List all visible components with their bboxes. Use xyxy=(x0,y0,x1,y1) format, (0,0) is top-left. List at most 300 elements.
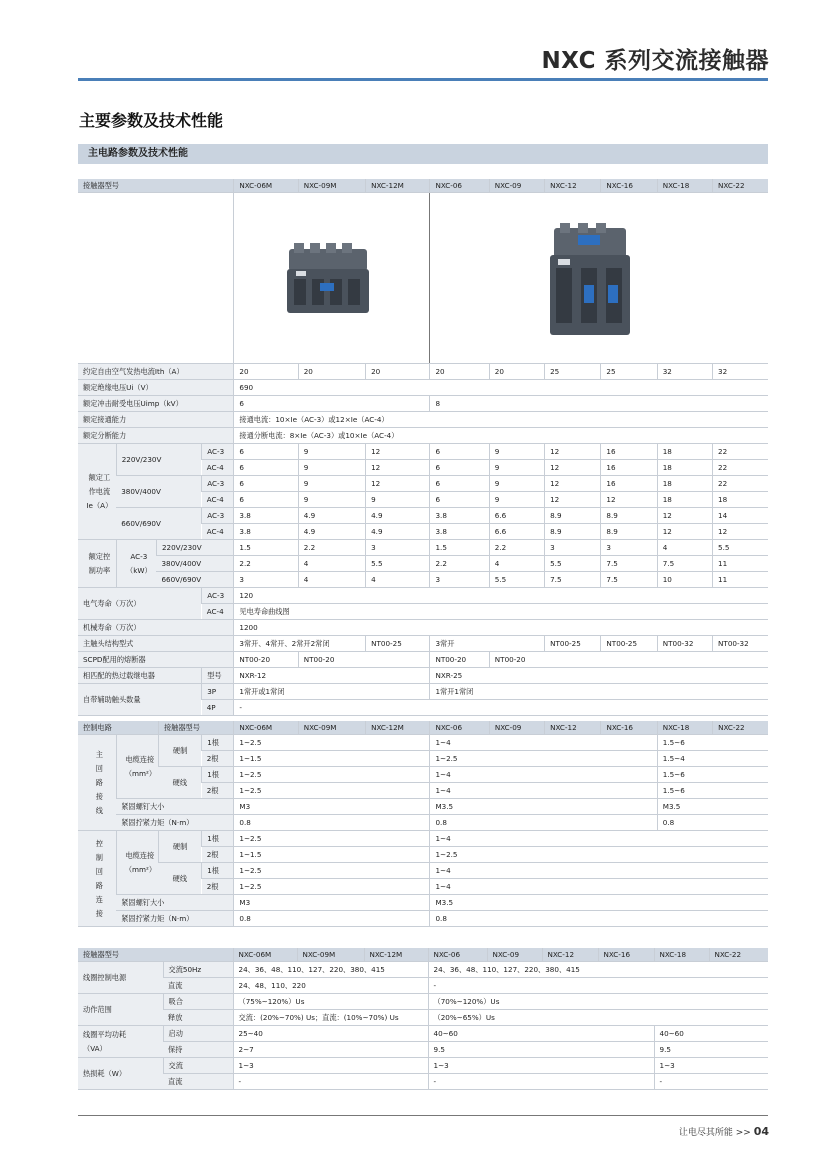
cell: 1~2.5 xyxy=(234,767,430,783)
wire-count: 2根 xyxy=(202,783,234,799)
cell: 18 xyxy=(657,492,712,508)
cell: NT00-32 xyxy=(657,636,712,652)
cell: 9.5 xyxy=(654,1042,768,1058)
cell: NT00-20 xyxy=(430,652,489,668)
cell: 1~2.5 xyxy=(234,735,430,751)
contactor-image xyxy=(548,223,633,338)
sub-label: 吸合 xyxy=(163,994,233,1010)
cell: 见电寿命曲线图 xyxy=(234,604,768,620)
ie-row xyxy=(78,444,768,460)
cat-label: AC-4 xyxy=(202,524,234,540)
t2-head: NXC-12 xyxy=(545,721,601,735)
t2-head: NXC-12M xyxy=(366,721,430,735)
cell: 4 xyxy=(298,572,365,588)
cell: 18 xyxy=(657,476,712,492)
cell: 6 xyxy=(234,444,298,460)
t3-row xyxy=(78,994,768,1010)
cell: 12 xyxy=(366,444,430,460)
t3-head: NXC-12M xyxy=(364,948,428,962)
ith-label: 约定自由空气发热电流Ith（A） xyxy=(78,364,234,380)
cell: 6 xyxy=(234,492,298,508)
t1-ith-row xyxy=(78,364,768,380)
cell: 6 xyxy=(234,476,298,492)
cell: 1~1.5 xyxy=(234,751,430,767)
cell: 12 xyxy=(657,524,712,540)
cell: 16 xyxy=(601,444,657,460)
t3-head: NXC-18 xyxy=(654,948,709,962)
cell: 5.5 xyxy=(713,540,768,556)
cell: 4.9 xyxy=(366,508,430,524)
uimp-label: 额定冲击耐受电压Uimp（kV） xyxy=(78,396,234,412)
cat-label: AC-4 xyxy=(202,604,234,620)
cell: 2.2 xyxy=(234,556,298,572)
aux-4p: 4P xyxy=(202,700,234,716)
cell: 9 xyxy=(489,492,544,508)
t3-row xyxy=(78,1074,768,1090)
photo-contactor-cell xyxy=(430,193,768,364)
cell: M3.5 xyxy=(430,895,768,911)
cell: 1.5~6 xyxy=(657,783,768,799)
voltage-label: 380V/400V xyxy=(156,556,233,572)
cell: 22 xyxy=(713,460,768,476)
cell: （20%~65%）Us xyxy=(428,1010,768,1026)
cat-label: AC-4 xyxy=(202,460,234,476)
cell: 12 xyxy=(657,508,712,524)
cell: 5.5 xyxy=(545,556,601,572)
t1-head-model: 接触器型号 xyxy=(78,179,234,193)
ctrl-group-text: 控制回路连接 xyxy=(95,838,103,918)
cell: 6.6 xyxy=(489,524,544,540)
cell: 7.5 xyxy=(657,556,712,572)
t1-head: NXC-18 xyxy=(657,179,712,193)
cell: 3.8 xyxy=(234,508,298,524)
sub-label: 直流 xyxy=(163,1074,233,1090)
cell: 1.5~4 xyxy=(657,751,768,767)
cell: 9 xyxy=(489,460,544,476)
cell: 1.5 xyxy=(234,540,298,556)
power-row xyxy=(78,540,768,556)
cell: 25 xyxy=(601,364,657,380)
t1-header-row xyxy=(78,179,768,193)
t3-head: NXC-09 xyxy=(487,948,542,962)
cell: 1~3 xyxy=(428,1058,654,1074)
power-group-label xyxy=(78,540,116,588)
cell: 3.8 xyxy=(430,524,489,540)
cell: 12 xyxy=(601,492,657,508)
cable-text: 电缆连接（mm²） xyxy=(124,850,157,874)
cell: NT00-32 xyxy=(713,636,768,652)
cat-label: AC-4 xyxy=(202,492,234,508)
wire-count: 1根 xyxy=(202,767,234,783)
page-number: 04 xyxy=(753,1125,769,1138)
power-label xyxy=(78,1026,163,1058)
cell: 6 xyxy=(234,460,298,476)
cell: 24、36、48、110、127、220、380、415 xyxy=(428,962,768,978)
wire-type: 硬线 xyxy=(158,767,201,799)
t2-row xyxy=(78,815,768,831)
cell: M3.5 xyxy=(430,799,657,815)
cell: 1~2.5 xyxy=(430,751,657,767)
cell: 18 xyxy=(657,444,712,460)
section-subtitle-bar xyxy=(78,144,768,164)
wire-type: 硬制 xyxy=(158,735,201,767)
t2-head: NXC-06M xyxy=(234,721,298,735)
t1-photo-row xyxy=(78,193,768,364)
screw-label: 紧固螺钉大小 xyxy=(116,799,234,815)
header-rule xyxy=(78,78,768,81)
cat-label: AC-3 xyxy=(202,476,234,492)
cell: - xyxy=(233,1074,428,1090)
mlife-row xyxy=(78,620,768,636)
ie-group-text: 额定工作电流Ie（A） xyxy=(86,472,113,510)
cell: 8 xyxy=(430,396,768,412)
power-cat-label xyxy=(116,540,156,588)
t1-ui-row xyxy=(78,380,768,396)
scpd-row xyxy=(78,652,768,668)
t2-head: NXC-18 xyxy=(657,721,712,735)
power-row xyxy=(78,556,768,572)
cat-label: AC-3 xyxy=(202,588,234,604)
t2-head-ctrl: 控制电路 xyxy=(78,721,158,735)
t2-head: NXC-09 xyxy=(489,721,544,735)
cell: 1~4 xyxy=(430,863,768,879)
cell: 9 xyxy=(366,492,430,508)
t2-head-model: 接触器型号 xyxy=(158,721,233,735)
torque-label: 紧固拧紧力矩（N·m） xyxy=(116,911,234,927)
cell: 40~60 xyxy=(428,1026,654,1042)
power-group-text: 额定控制功率 xyxy=(88,551,111,575)
sub-label: 交流50Hz xyxy=(163,962,233,978)
footer xyxy=(679,1125,769,1138)
cat-label: AC-3 xyxy=(202,444,234,460)
cell: 1~4 xyxy=(430,879,768,895)
cell: 9.5 xyxy=(428,1042,654,1058)
sub-label: 启动 xyxy=(163,1026,233,1042)
cell: 6 xyxy=(430,460,489,476)
cell: 0.8 xyxy=(430,911,768,927)
cell: 1~1.5 xyxy=(234,847,430,863)
cell: 9 xyxy=(489,476,544,492)
cell: 4.9 xyxy=(366,524,430,540)
cell: 1~2.5 xyxy=(234,863,430,879)
cell: NT00-20 xyxy=(234,652,298,668)
cell: 12 xyxy=(545,492,601,508)
scpd-label: SCPD配用的熔断器 xyxy=(78,652,234,668)
cell: 3.8 xyxy=(234,524,298,540)
cell: 9 xyxy=(298,492,365,508)
control-circuit-table xyxy=(78,721,768,927)
cell: 3 xyxy=(545,540,601,556)
t1-head: NXC-06 xyxy=(430,179,489,193)
cell: 1~2.5 xyxy=(234,831,430,847)
cell: NT00-25 xyxy=(601,636,657,652)
elife-row xyxy=(78,588,768,604)
cell: NT00-20 xyxy=(489,652,768,668)
cell: 32 xyxy=(657,364,712,380)
cat-label: AC-3 xyxy=(202,508,234,524)
mini-contactor-image xyxy=(284,243,374,318)
photo-label-cell xyxy=(78,193,234,364)
cell: 1~4 xyxy=(430,831,768,847)
wire-count: 1根 xyxy=(202,831,234,847)
cell: （75%~120%）Us xyxy=(233,994,428,1010)
cell: 3 xyxy=(601,540,657,556)
t1-head: NXC-06M xyxy=(234,179,298,193)
cell: 4 xyxy=(657,540,712,556)
cell: 12 xyxy=(545,476,601,492)
relay-sub: 型号 xyxy=(202,668,234,684)
t3-head: NXC-09M xyxy=(297,948,364,962)
footer-rule xyxy=(78,1115,768,1116)
t2-row xyxy=(78,831,768,847)
cell: 40~60 xyxy=(654,1026,768,1042)
cs-label: 主触头结构型式 xyxy=(78,636,234,652)
cell: 12 xyxy=(545,444,601,460)
cell: 7.5 xyxy=(545,572,601,588)
cell: 8.9 xyxy=(601,524,657,540)
coil-label: 线圈控制电源 xyxy=(78,962,163,994)
cell: 4.9 xyxy=(298,524,365,540)
cell: NXR-25 xyxy=(430,668,768,684)
ctrl-group-label xyxy=(78,831,116,927)
cell: 3常开、4常开、2常开2常闭 xyxy=(234,636,366,652)
t3-header-row xyxy=(78,948,768,962)
cell: 7.5 xyxy=(601,556,657,572)
heat-label: 热损耗（W） xyxy=(78,1058,163,1090)
cell: NT00-20 xyxy=(298,652,430,668)
cell: 6 xyxy=(430,444,489,460)
cell: 3常开 xyxy=(430,636,545,652)
cell: 18 xyxy=(713,492,768,508)
cell: NT00-25 xyxy=(545,636,601,652)
voltage-label: 660V/690V xyxy=(116,508,201,540)
main-group-label xyxy=(78,735,116,831)
cell: 0.8 xyxy=(657,815,768,831)
ie-row xyxy=(78,508,768,524)
cell: 交流：(20%~70%) Us；直流：(10%~70%) Us xyxy=(233,1010,428,1026)
main-group-text: 主回路接线 xyxy=(95,749,103,815)
cable-text: 电缆连接（mm²） xyxy=(124,754,157,778)
t2-row xyxy=(78,863,768,879)
t3-row xyxy=(78,1042,768,1058)
t3-head: NXC-06 xyxy=(428,948,487,962)
cell: 1200 xyxy=(234,620,768,636)
cell: 22 xyxy=(713,476,768,492)
t1-head: NXC-16 xyxy=(601,179,657,193)
cell: 3 xyxy=(234,572,298,588)
cell: 1.5~6 xyxy=(657,767,768,783)
t1-head: NXC-09M xyxy=(298,179,365,193)
t3-row xyxy=(78,978,768,994)
cell: 4.9 xyxy=(298,508,365,524)
cell: 1~3 xyxy=(233,1058,428,1074)
cell: 11 xyxy=(713,572,768,588)
cell: 9 xyxy=(298,444,365,460)
cell: 18 xyxy=(657,460,712,476)
aux-row xyxy=(78,684,768,700)
cell: 0.8 xyxy=(234,911,430,927)
ie-group-label xyxy=(78,444,116,540)
cell: 24、48、110、220 xyxy=(233,978,428,994)
cell: 3 xyxy=(366,540,430,556)
cell: 9 xyxy=(298,460,365,476)
make-label: 额定接通能力 xyxy=(78,412,234,428)
cell: - xyxy=(428,978,768,994)
elife-label: 电气寿命（万次） xyxy=(78,588,202,620)
break-label: 额定分断能力 xyxy=(78,428,234,444)
section-subtitle: 主电路参数及技术性能 xyxy=(88,148,188,159)
footer-slogan: 让电尽其所能 >> xyxy=(678,1128,754,1138)
cell: NT00-25 xyxy=(366,636,430,652)
photo-mini-contactor-cell xyxy=(234,193,430,364)
cell: M3 xyxy=(234,799,430,815)
cell: 14 xyxy=(713,508,768,524)
cell: 7.5 xyxy=(601,572,657,588)
cell: 4 xyxy=(489,556,544,572)
cell: 4 xyxy=(298,556,365,572)
cell: 6.6 xyxy=(489,508,544,524)
action-label: 动作范围 xyxy=(78,994,163,1026)
ie-row xyxy=(78,476,768,492)
coil-table xyxy=(78,948,768,1090)
cell: 3.8 xyxy=(430,508,489,524)
t2-head: NXC-06 xyxy=(430,721,489,735)
t3-head: NXC-12 xyxy=(542,948,598,962)
cell: M3 xyxy=(234,895,430,911)
t1-make-row xyxy=(78,412,768,428)
cell: 20 xyxy=(298,364,365,380)
main-circuit-table xyxy=(78,179,768,716)
torque-label: 紧固拧紧力矩（N·m） xyxy=(116,815,234,831)
section-title: 主要参数及技术性能 xyxy=(79,111,224,130)
relay-label: 相匹配的热过载继电器 xyxy=(78,668,202,684)
cell: 20 xyxy=(234,364,298,380)
contact-structure-row xyxy=(78,636,768,652)
cell: 1~4 xyxy=(430,783,657,799)
cell: 22 xyxy=(713,444,768,460)
t1-head: NXC-12 xyxy=(545,179,601,193)
cell: 1~4 xyxy=(430,735,657,751)
t2-head: NXC-09M xyxy=(298,721,365,735)
t2-header-row xyxy=(78,721,768,735)
screw-label: 紧固螺钉大小 xyxy=(116,895,234,911)
cell: NXR-12 xyxy=(234,668,430,684)
cell: 12 xyxy=(545,460,601,476)
power-text: 线圈平均功耗（VA） xyxy=(83,1029,127,1053)
t1-head: NXC-22 xyxy=(713,179,768,193)
cell: 8.9 xyxy=(545,508,601,524)
cell: 接通电流：10×Ie（AC-3）或12×Ie（AC-4） xyxy=(234,412,768,428)
cell: 6 xyxy=(430,492,489,508)
voltage-label: 660V/690V xyxy=(156,572,233,588)
cell: 25~40 xyxy=(233,1026,428,1042)
cell: 12 xyxy=(366,460,430,476)
cell: 1常开或1常闭 xyxy=(234,684,430,700)
t1-head: NXC-09 xyxy=(489,179,544,193)
t2-head: NXC-16 xyxy=(601,721,657,735)
cell: 690 xyxy=(234,380,768,396)
cell: 6 xyxy=(234,396,430,412)
cell: 20 xyxy=(366,364,430,380)
cell: 1.5~6 xyxy=(657,735,768,751)
cell: 0.8 xyxy=(234,815,430,831)
relay-row xyxy=(78,668,768,684)
t3-row xyxy=(78,1010,768,1026)
cell: 1~2.5 xyxy=(234,879,430,895)
cell: 5.5 xyxy=(366,556,430,572)
cell: 20 xyxy=(430,364,489,380)
t2-row xyxy=(78,895,768,911)
cell: - xyxy=(234,700,768,716)
cell: 1.5 xyxy=(430,540,489,556)
t3-head: NXC-16 xyxy=(598,948,654,962)
cell: （70%~120%）Us xyxy=(428,994,768,1010)
cell: 9 xyxy=(298,476,365,492)
wire-count: 2根 xyxy=(202,847,234,863)
wire-count: 2根 xyxy=(202,751,234,767)
t3-row xyxy=(78,1026,768,1042)
ui-label: 额定绝缘电压Ui（V） xyxy=(78,380,234,396)
cell: 8.9 xyxy=(545,524,601,540)
cell: 1~2.5 xyxy=(234,783,430,799)
cell: 1常开1常闭 xyxy=(430,684,768,700)
cell: 2.2 xyxy=(489,540,544,556)
cell: 12 xyxy=(366,476,430,492)
voltage-label: 220V/230V xyxy=(156,540,233,556)
sub-label: 直流 xyxy=(163,978,233,994)
t3-head: NXC-06M xyxy=(233,948,297,962)
voltage-label: 220V/230V xyxy=(116,444,201,476)
cell: 3 xyxy=(430,572,489,588)
cell: 接通分断电流：8×Ie（AC-3）或10×Ie（AC-4） xyxy=(234,428,768,444)
power-cat-text: AC-3（kW） xyxy=(126,551,152,575)
cable-label xyxy=(116,735,158,799)
cell: M3.5 xyxy=(657,799,768,815)
cell: 20 xyxy=(489,364,544,380)
sub-label: 交流 xyxy=(163,1058,233,1074)
wire-count: 1根 xyxy=(202,863,234,879)
cell: 9 xyxy=(489,444,544,460)
cell: 120 xyxy=(234,588,768,604)
power-row xyxy=(78,572,768,588)
t3-head-model: 接触器型号 xyxy=(78,948,233,962)
t2-row xyxy=(78,799,768,815)
t3-head: NXC-22 xyxy=(709,948,768,962)
t2-head: NXC-22 xyxy=(713,721,768,735)
cell: 1~4 xyxy=(430,767,657,783)
aux-3p: 3P xyxy=(202,684,234,700)
t1-uimp-row xyxy=(78,396,768,412)
cell: 1~2.5 xyxy=(430,847,768,863)
t2-row xyxy=(78,735,768,751)
aux-label: 自带辅助触头数量 xyxy=(78,684,202,716)
cell: 6 xyxy=(430,476,489,492)
t1-head: NXC-12M xyxy=(366,179,430,193)
cell: 4 xyxy=(366,572,430,588)
wire-count: 1根 xyxy=(202,735,234,751)
sub-label: 保持 xyxy=(163,1042,233,1058)
t2-row xyxy=(78,767,768,783)
cell: 0.8 xyxy=(430,815,657,831)
cell: 1~3 xyxy=(654,1058,768,1074)
cell: 2~7 xyxy=(233,1042,428,1058)
cell: 11 xyxy=(713,556,768,572)
wire-count: 2根 xyxy=(202,879,234,895)
cell: 16 xyxy=(601,460,657,476)
cell: - xyxy=(654,1074,768,1090)
cell: 32 xyxy=(713,364,768,380)
cell: 12 xyxy=(713,524,768,540)
